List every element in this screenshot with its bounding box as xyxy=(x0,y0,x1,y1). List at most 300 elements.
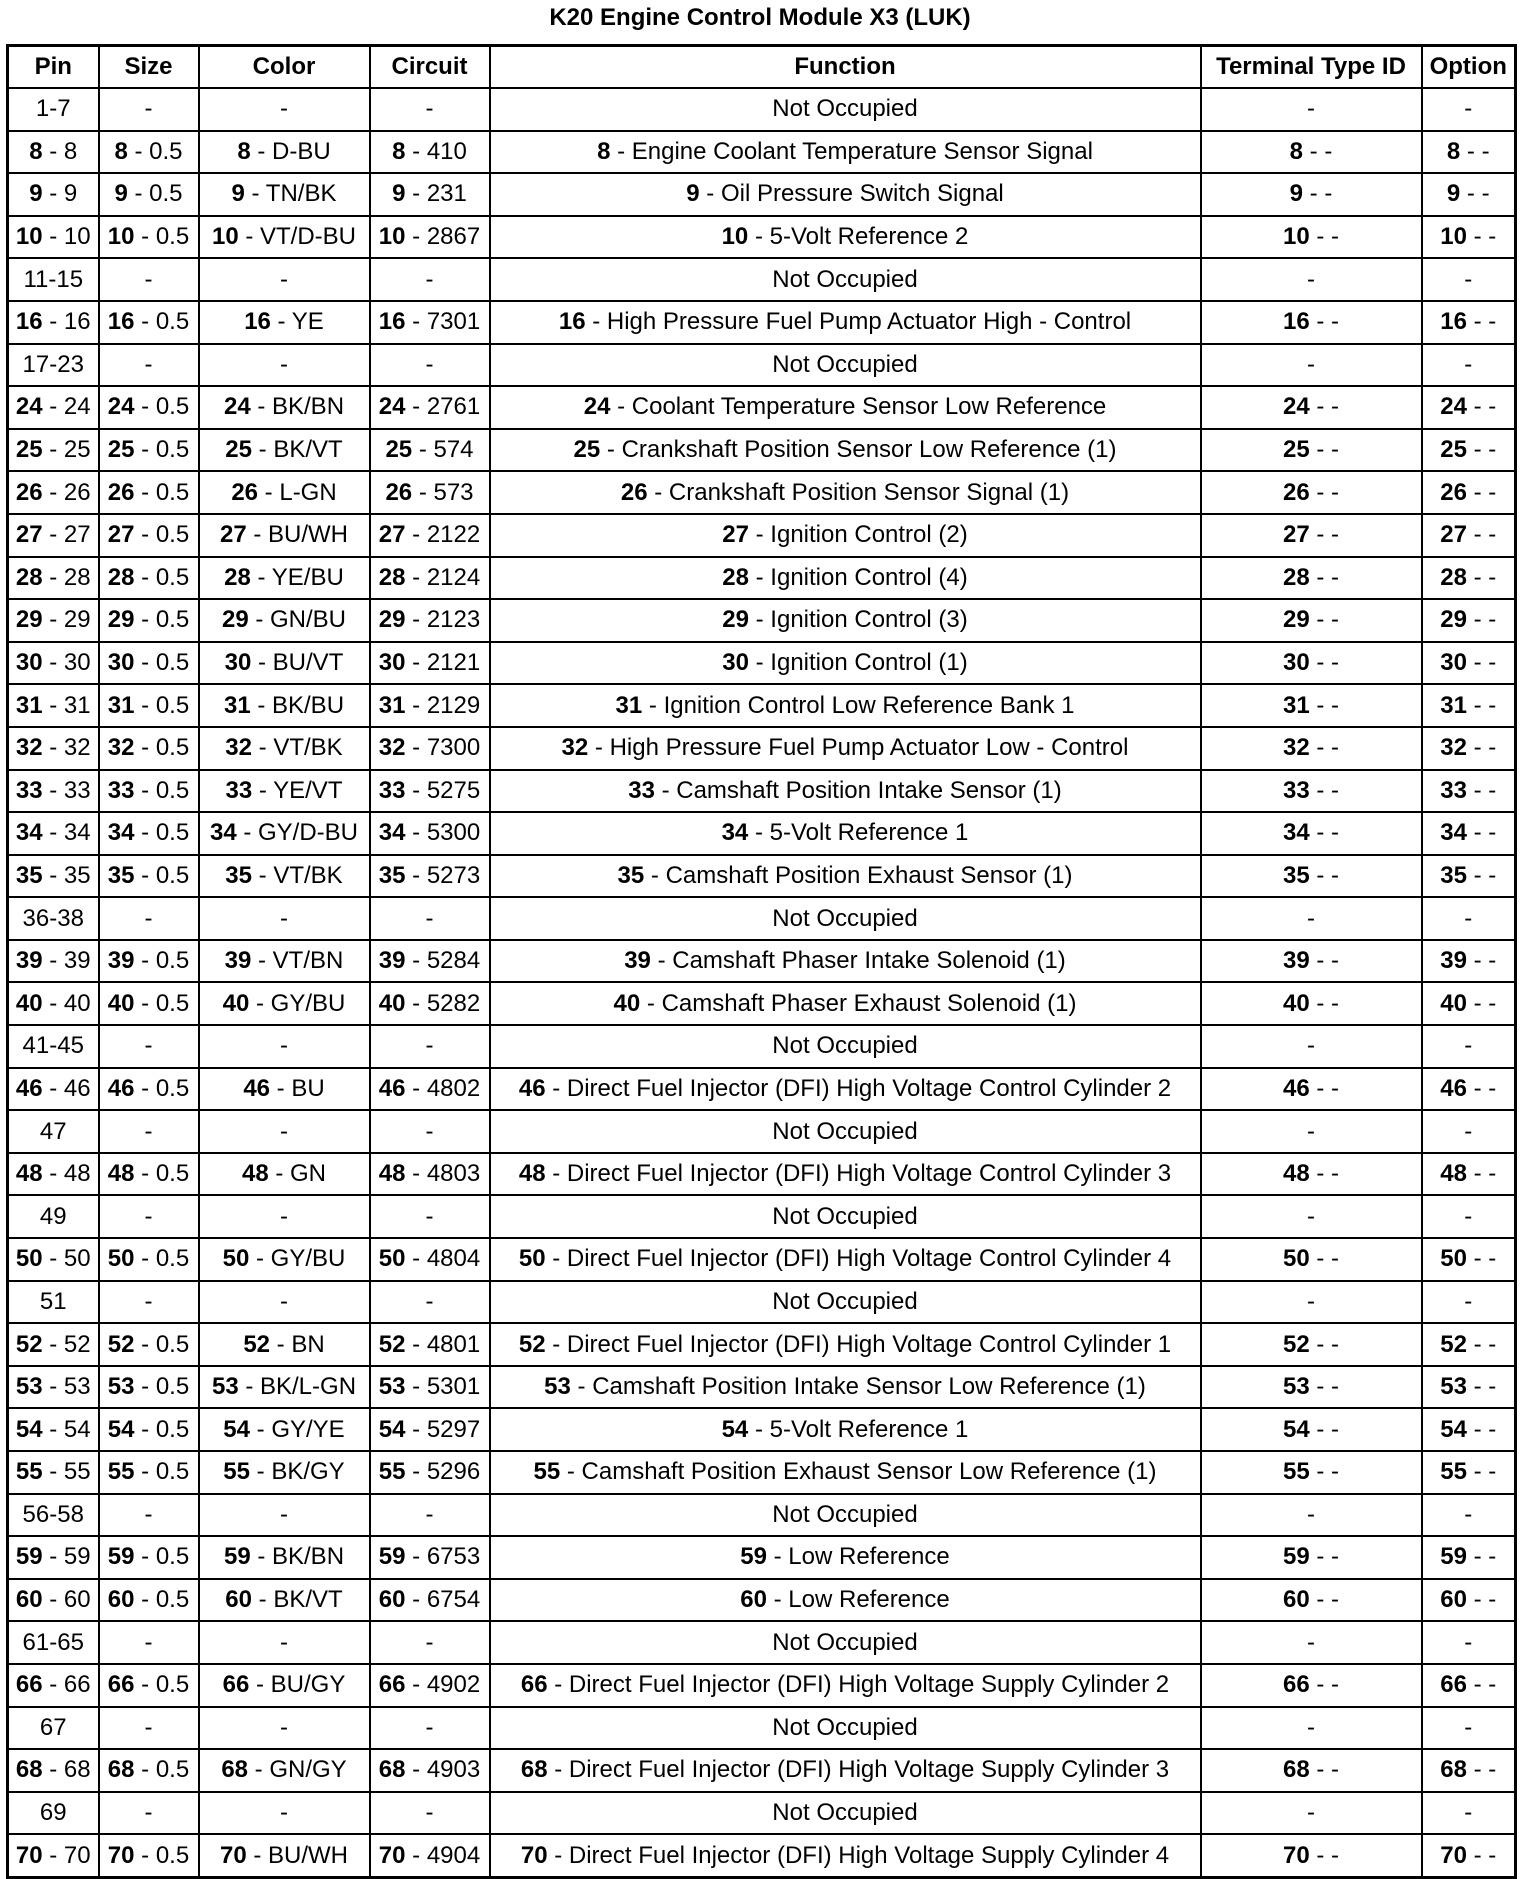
circuit-cell xyxy=(370,855,490,898)
terminal-type-id-cell xyxy=(1201,1323,1422,1366)
circuit-cell xyxy=(370,471,490,514)
pin-number-prefix: 32 xyxy=(1440,734,1467,762)
pin-number-prefix: 26 xyxy=(231,478,259,506)
separator: - xyxy=(134,1458,156,1486)
option-cell: - xyxy=(1422,1494,1516,1537)
option-cell xyxy=(1422,1153,1516,1196)
function-cell-value: Direct Fuel Injector (DFI) High Voltage Control Cylinder 2 xyxy=(566,1074,1172,1102)
pin-cell xyxy=(8,301,99,344)
circuit-cell: - xyxy=(370,344,490,387)
separator: - xyxy=(405,861,427,889)
pin-number-prefix: 27 xyxy=(107,521,135,549)
separator: - xyxy=(127,137,150,165)
separator: - - xyxy=(1466,1841,1497,1869)
pin-number-prefix: 28 xyxy=(224,563,251,591)
pin-number-prefix: 27 xyxy=(378,521,406,549)
pin-end: 16 xyxy=(63,308,91,336)
color-cell-value: BK/VT xyxy=(273,1586,343,1614)
pin-number-prefix: 32 xyxy=(1282,734,1310,762)
pin-number-prefix: 33 xyxy=(1282,776,1310,804)
option-cell xyxy=(1422,855,1516,898)
pin-number-prefix: 32 xyxy=(15,734,43,762)
pin-number-prefix: 35 xyxy=(225,861,252,889)
function-cell: Not Occupied xyxy=(490,1621,1201,1664)
separator: - xyxy=(249,1245,271,1273)
color-cell-value: BK/GY xyxy=(271,1458,345,1486)
pin-number-prefix: 16 xyxy=(558,308,586,336)
terminal-type-id-cell xyxy=(1201,386,1422,429)
separator: - xyxy=(42,308,64,336)
pin-number-prefix: 34 xyxy=(721,819,749,847)
pin-cell xyxy=(8,1323,99,1366)
pin-cell xyxy=(8,1536,99,1579)
pin-number-prefix: 59 xyxy=(223,1543,251,1571)
pin-number-prefix: 59 xyxy=(107,1543,135,1571)
separator: - - xyxy=(1309,393,1340,421)
separator: - - xyxy=(1466,436,1497,464)
pin-end: 68 xyxy=(63,1756,91,1784)
color-cell-value: D-BU xyxy=(272,137,331,165)
pin-number-prefix: 28 xyxy=(1282,563,1310,591)
pin-number-prefix: 27 xyxy=(1282,521,1310,549)
size-cell-value: 0.5 xyxy=(155,1586,190,1614)
size-cell xyxy=(99,173,199,216)
function-cell-value: 5-Volt Reference 1 xyxy=(769,819,969,847)
separator: - xyxy=(405,734,427,762)
pin-number-prefix: 59 xyxy=(378,1543,406,1571)
size-cell-value: 0.5 xyxy=(155,563,190,591)
circuit-cell xyxy=(370,386,490,429)
separator: - - xyxy=(1303,137,1333,165)
separator: - xyxy=(252,861,274,889)
pin-number-prefix: 54 xyxy=(721,1415,749,1443)
pin-number-prefix: 10 xyxy=(211,223,239,251)
pin-cell xyxy=(8,812,99,855)
separator: - xyxy=(405,989,427,1017)
separator: - xyxy=(42,734,64,762)
separator: - - xyxy=(1466,947,1497,975)
circuit-cell xyxy=(370,1834,490,1877)
size-cell xyxy=(99,1579,199,1622)
circuit-cell-value: 2122 xyxy=(426,521,481,549)
pin-end: 70 xyxy=(63,1841,91,1869)
pin-number-prefix: 28 xyxy=(15,563,43,591)
pin-number-prefix: 33 xyxy=(107,776,135,804)
size-cell-value: 0.5 xyxy=(155,1756,190,1784)
color-cell: - xyxy=(199,1281,370,1324)
pin-number-prefix: 68 xyxy=(1282,1756,1310,1784)
separator: - xyxy=(42,606,64,634)
separator: - - xyxy=(1309,436,1340,464)
terminal-type-id-cell xyxy=(1201,216,1422,259)
separator: - xyxy=(134,308,156,336)
function-cell-value: Oil Pressure Switch Signal xyxy=(720,180,1004,208)
pin-cell: 47 xyxy=(8,1110,99,1153)
pin-cell xyxy=(8,514,99,557)
pin-number-prefix: 68 xyxy=(15,1756,43,1784)
circuit-cell-value: 4903 xyxy=(426,1756,481,1784)
color-cell xyxy=(199,812,370,855)
size-cell-value: 0.5 xyxy=(155,1160,190,1188)
circuit-cell xyxy=(370,1366,490,1409)
circuit-cell: - xyxy=(370,1025,490,1068)
separator: - xyxy=(250,1543,272,1571)
separator: - xyxy=(42,1671,64,1699)
option-cell xyxy=(1422,1238,1516,1281)
pin-number-prefix: 50 xyxy=(107,1245,135,1273)
pin-cell xyxy=(8,557,99,600)
pin-number-prefix: 16 xyxy=(1282,308,1310,336)
separator: - - xyxy=(1309,1245,1340,1273)
function-cell-value: Camshaft Phaser Exhaust Solenoid (1) xyxy=(661,989,1077,1017)
separator: - xyxy=(42,1074,64,1102)
pin-number-prefix: 31 xyxy=(615,691,643,719)
pin-end: 34 xyxy=(63,819,91,847)
function-cell-value: Ignition Control (4) xyxy=(770,563,968,591)
size-cell-value: 0.5 xyxy=(155,223,190,251)
color-cell-value: BU/VT xyxy=(272,649,344,677)
color-cell-value: BK/BN xyxy=(272,1543,345,1571)
function-cell: Not Occupied xyxy=(490,897,1201,940)
pin-number-prefix: 8 xyxy=(597,137,611,165)
option-cell xyxy=(1422,471,1516,514)
separator: - xyxy=(252,1586,274,1614)
terminal-type-id-cell xyxy=(1201,557,1422,600)
size-cell xyxy=(99,770,199,813)
separator: - xyxy=(610,393,632,421)
color-cell-value: BU/GY xyxy=(270,1671,346,1699)
terminal-type-id-cell: - xyxy=(1201,897,1422,940)
size-cell xyxy=(99,1238,199,1281)
circuit-cell xyxy=(370,173,490,216)
option-cell xyxy=(1422,1749,1516,1792)
option-cell: - xyxy=(1422,1110,1516,1153)
color-cell-value: BK/VT xyxy=(273,436,343,464)
color-cell-value: GN xyxy=(290,1160,327,1188)
function-cell xyxy=(490,131,1201,174)
table-row xyxy=(8,770,1516,813)
size-cell: - xyxy=(99,1707,199,1750)
option-cell xyxy=(1422,216,1516,259)
option-cell: - xyxy=(1422,1792,1516,1835)
pin-end: 60 xyxy=(63,1586,91,1614)
size-cell xyxy=(99,982,199,1025)
separator: - xyxy=(251,947,273,975)
pin-end: 50 xyxy=(63,1245,91,1273)
separator: - xyxy=(246,1841,269,1869)
color-cell xyxy=(199,642,370,685)
separator: - xyxy=(42,223,64,251)
pin-number-prefix: 66 xyxy=(378,1671,406,1699)
size-cell xyxy=(99,557,199,600)
separator: - - xyxy=(1309,1841,1340,1869)
option-cell xyxy=(1422,642,1516,685)
color-cell xyxy=(199,1153,370,1196)
function-cell xyxy=(490,1366,1201,1409)
terminal-type-id-cell: - xyxy=(1201,1621,1422,1664)
terminal-type-id-cell xyxy=(1201,1749,1422,1792)
function-cell-value: Ignition Control (2) xyxy=(770,521,968,549)
pin-end: 8 xyxy=(63,137,78,165)
pin-cell: 1-7 xyxy=(8,88,99,131)
separator: - xyxy=(134,393,156,421)
pin-number-prefix: 52 xyxy=(378,1330,406,1358)
separator: - xyxy=(134,819,156,847)
terminal-type-id-cell: - xyxy=(1201,88,1422,131)
color-cell-value: GY/D-BU xyxy=(258,819,359,847)
circuit-cell-value: 4904 xyxy=(426,1841,481,1869)
function-cell xyxy=(490,216,1201,259)
pin-end: 33 xyxy=(63,776,91,804)
color-cell-value: GN/BU xyxy=(270,606,347,634)
size-cell xyxy=(99,1749,199,1792)
separator: - xyxy=(405,137,427,165)
pin-cell: 17-23 xyxy=(8,344,99,387)
pin-number-prefix: 66 xyxy=(1282,1671,1310,1699)
circuit-cell-value: 573 xyxy=(433,478,474,506)
function-cell-value: Crankshaft Position Sensor Signal (1) xyxy=(668,478,1070,506)
terminal-type-id-cell xyxy=(1201,1366,1422,1409)
separator: - xyxy=(405,521,427,549)
pin-cell xyxy=(8,1664,99,1707)
pin-number-prefix: 26 xyxy=(107,478,135,506)
pin-number-prefix: 70 xyxy=(1440,1841,1467,1869)
pin-number-prefix: 25 xyxy=(15,436,43,464)
pin-number-prefix: 28 xyxy=(722,563,749,591)
color-cell: - xyxy=(199,258,370,301)
color-cell xyxy=(199,557,370,600)
separator: - xyxy=(644,861,666,889)
pin-number-prefix: 55 xyxy=(1440,1458,1467,1486)
circuit-cell-value: 4902 xyxy=(426,1671,481,1699)
table-row xyxy=(8,982,1516,1025)
color-cell-value: BK/L-GN xyxy=(260,1373,357,1401)
function-cell xyxy=(490,642,1201,685)
separator: - xyxy=(405,776,427,804)
separator: - xyxy=(250,137,272,165)
pin-cell xyxy=(8,429,99,472)
pin-number-prefix: 29 xyxy=(1440,606,1467,634)
function-cell xyxy=(490,429,1201,472)
table-row xyxy=(8,1195,1516,1238)
pin-number-prefix: 39 xyxy=(15,947,43,975)
circuit-cell-value: 5275 xyxy=(426,776,481,804)
pin-number-prefix: 34 xyxy=(209,819,237,847)
size-cell xyxy=(99,1451,199,1494)
separator: - xyxy=(42,393,64,421)
separator: - xyxy=(748,563,771,591)
size-cell xyxy=(99,386,199,429)
pin-number-prefix: 68 xyxy=(378,1756,406,1784)
separator: - xyxy=(547,1841,569,1869)
separator: - xyxy=(134,734,156,762)
table-row xyxy=(8,1281,1516,1324)
pin-cell: 11-15 xyxy=(8,258,99,301)
size-cell-value: 0.5 xyxy=(155,606,190,634)
table-row xyxy=(8,344,1516,387)
pin-number-prefix: 8 xyxy=(1289,137,1304,165)
circuit-cell: - xyxy=(370,88,490,131)
pin-cell xyxy=(8,982,99,1025)
separator: - xyxy=(412,436,434,464)
function-cell: Not Occupied xyxy=(490,1025,1201,1068)
pin-number-prefix: 68 xyxy=(221,1756,249,1784)
separator: - xyxy=(270,1330,292,1358)
pin-number-prefix: 40 xyxy=(613,989,641,1017)
function-cell xyxy=(490,1068,1201,1111)
size-cell-value: 0.5 xyxy=(155,1074,190,1102)
table-row xyxy=(8,1408,1516,1451)
pin-number-prefix: 29 xyxy=(722,606,749,634)
function-cell xyxy=(490,1834,1201,1877)
color-cell xyxy=(199,770,370,813)
page-title: K20 Engine Control Module X3 (LUK) xyxy=(549,4,971,31)
pin-number-prefix: 59 xyxy=(740,1543,767,1571)
pin-number-prefix: 39 xyxy=(1282,947,1310,975)
pin-number-prefix: 46 xyxy=(15,1074,43,1102)
size-cell-value: 0.5 xyxy=(155,478,190,506)
circuit-cell-value: 4801 xyxy=(426,1330,481,1358)
separator: - xyxy=(42,521,64,549)
separator: - xyxy=(42,180,64,208)
pin-number-prefix: 25 xyxy=(573,436,601,464)
pin-number-prefix: 26 xyxy=(620,478,648,506)
pin-cell: 69 xyxy=(8,1792,99,1835)
function-cell-value: Crankshaft Position Sensor Low Reference (1) xyxy=(621,436,1117,464)
separator: - xyxy=(405,308,427,336)
separator: - xyxy=(134,1415,156,1443)
separator: - xyxy=(250,691,272,719)
pin-end: 55 xyxy=(63,1458,91,1486)
separator: - - xyxy=(1309,947,1340,975)
color-cell-value: BU/WH xyxy=(268,1841,349,1869)
size-cell: - xyxy=(99,1195,199,1238)
color-cell xyxy=(199,1408,370,1451)
circuit-cell-value: 4804 xyxy=(426,1245,481,1273)
separator: - xyxy=(748,521,771,549)
pin-number-prefix: 53 xyxy=(211,1373,239,1401)
pin-number-prefix: 46 xyxy=(518,1074,546,1102)
option-cell xyxy=(1422,1536,1516,1579)
separator: - xyxy=(42,1160,64,1188)
pin-number-prefix: 33 xyxy=(15,776,43,804)
color-cell xyxy=(199,1536,370,1579)
separator: - xyxy=(42,649,64,677)
terminal-type-id-cell: - xyxy=(1201,1792,1422,1835)
function-cell-value: Low Reference xyxy=(788,1586,950,1614)
circuit-cell: - xyxy=(370,1792,490,1835)
pin-cell xyxy=(8,727,99,770)
circuit-cell-value: 2761 xyxy=(426,393,481,421)
pin-number-prefix: 70 xyxy=(15,1841,43,1869)
table-row xyxy=(8,599,1516,642)
pin-number-prefix: 8 xyxy=(1446,137,1461,165)
color-cell xyxy=(199,1238,370,1281)
separator: - xyxy=(42,989,64,1017)
separator: - xyxy=(405,649,427,677)
function-cell-value: Ignition Control Low Reference Bank 1 xyxy=(663,691,1075,719)
function-cell xyxy=(490,557,1201,600)
separator: - - xyxy=(1309,521,1340,549)
color-cell xyxy=(199,940,370,983)
pin-number-prefix: 48 xyxy=(241,1160,269,1188)
pin-number-prefix: 24 xyxy=(107,393,135,421)
table-row xyxy=(8,216,1516,259)
size-cell xyxy=(99,471,199,514)
function-cell: Not Occupied xyxy=(490,1792,1201,1835)
function-cell xyxy=(490,940,1201,983)
separator: - - xyxy=(1466,393,1497,421)
function-cell-value: Coolant Temperature Sensor Low Reference xyxy=(631,393,1107,421)
function-cell: Not Occupied xyxy=(490,1281,1201,1324)
pin-number-prefix: 16 xyxy=(107,308,135,336)
option-cell xyxy=(1422,301,1516,344)
separator: - - xyxy=(1466,606,1497,634)
pin-number-prefix: 55 xyxy=(533,1458,561,1486)
option-cell xyxy=(1422,557,1516,600)
pin-number-prefix: 34 xyxy=(1282,819,1310,847)
separator: - xyxy=(545,1330,567,1358)
pin-number-prefix: 31 xyxy=(15,691,43,719)
circuit-cell: - xyxy=(370,258,490,301)
pin-number-prefix: 25 xyxy=(225,436,252,464)
terminal-type-id-cell xyxy=(1201,1408,1422,1451)
circuit-cell: - xyxy=(370,897,490,940)
separator: - xyxy=(588,734,610,762)
circuit-cell-value: 4803 xyxy=(426,1160,481,1188)
circuit-cell xyxy=(370,1664,490,1707)
color-cell xyxy=(199,1366,370,1409)
size-cell xyxy=(99,599,199,642)
circuit-cell xyxy=(370,684,490,727)
pin-number-prefix: 33 xyxy=(378,776,406,804)
pin-cell xyxy=(8,1238,99,1281)
pin-number-prefix: 29 xyxy=(107,606,135,634)
terminal-type-id-cell xyxy=(1201,1068,1422,1111)
pin-end: 66 xyxy=(63,1671,91,1699)
table-row xyxy=(8,88,1516,131)
pin-number-prefix: 34 xyxy=(107,819,135,847)
separator: - xyxy=(640,989,662,1017)
pin-number-prefix: 50 xyxy=(1440,1245,1467,1273)
pin-number-prefix: 25 xyxy=(385,436,413,464)
separator: - xyxy=(252,436,274,464)
circuit-cell-value: 7301 xyxy=(426,308,481,336)
pin-end: 40 xyxy=(63,989,91,1017)
pin-number-prefix: 68 xyxy=(1440,1756,1467,1784)
separator: - xyxy=(42,563,64,591)
table-row xyxy=(8,1110,1516,1153)
pin-cell xyxy=(8,216,99,259)
separator: - - xyxy=(1466,1245,1497,1273)
function-cell xyxy=(490,1153,1201,1196)
size-cell xyxy=(99,514,199,557)
separator: - - xyxy=(1309,1756,1340,1784)
pin-number-prefix: 52 xyxy=(518,1330,546,1358)
pin-number-prefix: 54 xyxy=(223,1415,250,1443)
terminal-type-id-cell xyxy=(1201,301,1422,344)
separator: - - xyxy=(1466,478,1497,506)
terminal-type-id-cell xyxy=(1201,1451,1422,1494)
pin-number-prefix: 26 xyxy=(1282,478,1310,506)
separator: - xyxy=(748,649,771,677)
pin-number-prefix: 9 xyxy=(1289,180,1304,208)
separator: - xyxy=(699,180,721,208)
separator: - xyxy=(268,1160,291,1188)
pinout-table xyxy=(6,44,1517,1879)
separator: - xyxy=(547,1756,569,1784)
separator: - xyxy=(134,1671,156,1699)
